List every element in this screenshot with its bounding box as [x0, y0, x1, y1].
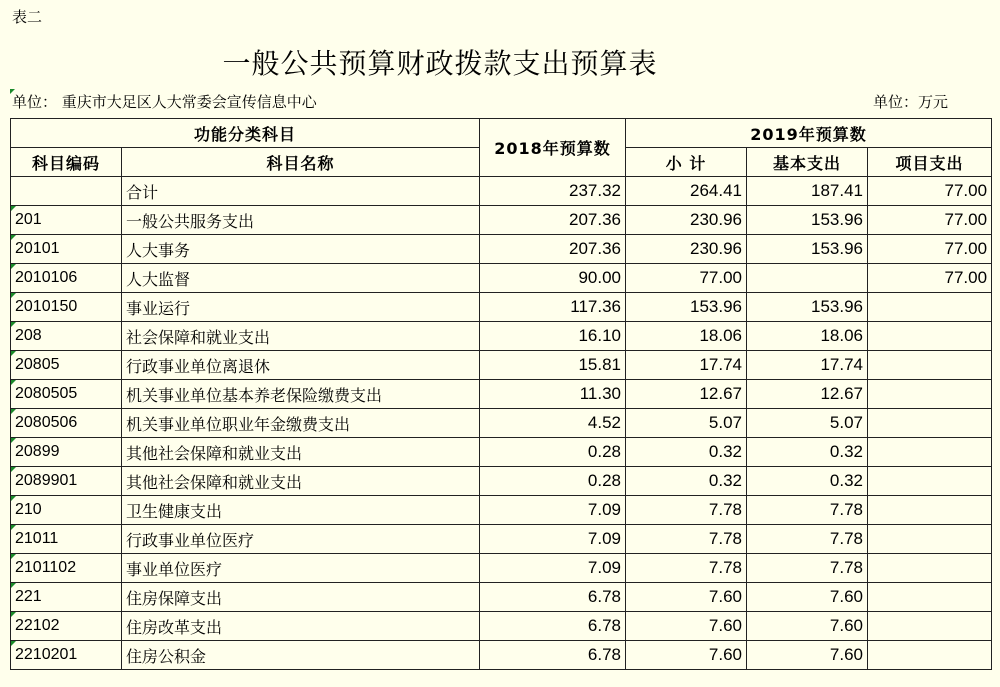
basic-expenditure-cell-text: 17.74 — [820, 355, 864, 374]
code-cell-text: 20899 — [15, 443, 60, 460]
basic-expenditure-cell — [747, 496, 868, 525]
budget-2018-cell — [480, 583, 626, 612]
budget-2018-header: 2018年预算数 — [480, 119, 626, 177]
name-cell — [122, 496, 480, 525]
basic-expenditure-cell — [747, 641, 868, 670]
project-expenditure-cell — [868, 496, 992, 525]
project-expenditure-cell-text: 77.00 — [944, 268, 988, 287]
code-cell — [11, 380, 122, 409]
name-cell-text: 事业运行 — [126, 298, 191, 318]
code-cell-text: 2101102 — [15, 559, 77, 576]
table-row — [11, 641, 992, 670]
basic-expenditure-cell — [747, 380, 868, 409]
code-cell-text: 2210201 — [15, 646, 78, 663]
name-cell-text: 行政事业单位医疗 — [126, 530, 255, 550]
project-expenditure-cell — [868, 641, 992, 670]
code-cell-text: 208 — [15, 327, 42, 344]
basic-expenditure-cell-text: 5.07 — [829, 413, 864, 432]
code-cell-text: 2010150 — [15, 298, 78, 315]
code-cell-text: 221 — [15, 588, 42, 605]
code-cell-text: 2080505 — [15, 385, 78, 402]
name-cell — [122, 554, 480, 583]
code-cell — [11, 409, 122, 438]
subtotal-cell-text: 7.78 — [708, 500, 743, 519]
name-cell — [122, 206, 480, 235]
basic-expenditure-cell — [747, 409, 868, 438]
code-cell-text: 20101 — [15, 240, 60, 257]
code-cell — [11, 467, 122, 496]
page-title: 一般公共预算财政拨款支出预算表 — [222, 47, 658, 80]
project-expenditure-cell — [868, 525, 992, 554]
budget-2018-cell — [480, 206, 626, 235]
project-expenditure-cell — [868, 380, 992, 409]
project-expenditure-cell — [868, 264, 992, 293]
subtotal-cell — [626, 380, 747, 409]
name-cell — [122, 583, 480, 612]
name-cell-text: 事业单位医疗 — [126, 559, 223, 579]
name-cell — [122, 641, 480, 670]
subtotal-cell-text: 230.96 — [690, 239, 743, 258]
cell-comment-marker — [11, 525, 16, 530]
unit-currency-label: 单位：万元 — [873, 93, 949, 111]
project-expenditure-cell-text: 77.00 — [944, 210, 988, 229]
budget-2018-cell — [480, 235, 626, 264]
budget-2018-cell-text: 237.32 — [569, 181, 622, 200]
basic-expenditure-cell-text: 7.60 — [829, 587, 864, 606]
code-cell-text: 201 — [15, 211, 42, 228]
subtotal-cell — [626, 293, 747, 322]
code-cell — [11, 322, 122, 351]
basic-expenditure-cell-text: 18.06 — [820, 326, 864, 345]
basic-expenditure-cell-text: 153.96 — [811, 210, 864, 229]
project-expenditure-cell — [868, 583, 992, 612]
table-row — [11, 177, 992, 206]
table-row — [11, 351, 992, 380]
cell-comment-marker — [11, 264, 16, 269]
budget-2018-cell-text: 0.28 — [587, 442, 622, 461]
budget-2018-cell — [480, 467, 626, 496]
name-cell-text: 合计 — [126, 182, 159, 202]
basic-expenditure-cell-text: 0.32 — [829, 471, 864, 490]
budget-2018-cell — [480, 612, 626, 641]
project-expenditure-cell — [868, 206, 992, 235]
subtotal-cell-text: 7.60 — [708, 587, 743, 606]
table-row — [11, 467, 992, 496]
basic-expenditure-cell — [747, 206, 868, 235]
subtotal-cell — [626, 322, 747, 351]
subtotal-cell-text: 12.67 — [699, 384, 743, 403]
code-cell — [11, 235, 122, 264]
subtotal-cell-text: 7.78 — [708, 558, 743, 577]
name-cell-text: 人大监督 — [126, 269, 191, 289]
table-row — [11, 409, 992, 438]
name-cell-text: 一般公共服务支出 — [126, 211, 255, 231]
name-cell-text: 住房改革支出 — [126, 617, 223, 637]
code-cell — [11, 177, 122, 206]
subtotal-cell — [626, 583, 747, 612]
basic-expenditure-cell — [747, 554, 868, 583]
header-row-top — [11, 119, 992, 148]
project-expenditure-cell — [868, 554, 992, 583]
project-expenditure-cell — [868, 351, 992, 380]
budget-2018-cell-text: 117.36 — [570, 297, 622, 316]
name-cell-text: 机关事业单位基本养老保险缴费支出 — [126, 385, 383, 405]
name-cell-text: 住房保障支出 — [126, 588, 223, 608]
code-cell — [11, 641, 122, 670]
subtotal-cell — [626, 641, 747, 670]
subtotal-cell — [626, 177, 747, 206]
budget-2018-cell-text: 7.09 — [587, 500, 622, 519]
code-cell — [11, 496, 122, 525]
code-cell-text: 21011 — [15, 530, 59, 547]
cell-comment-marker — [11, 380, 16, 385]
budget-2018-cell — [480, 264, 626, 293]
name-cell — [122, 322, 480, 351]
basic-expenditure-cell — [747, 612, 868, 641]
basic-expenditure-cell — [747, 264, 868, 293]
subtotal-cell-text: 17.74 — [699, 355, 743, 374]
cell-comment-marker — [11, 612, 16, 617]
subtotal-cell-text: 230.96 — [690, 210, 743, 229]
basic-expenditure-cell-text: 7.60 — [829, 645, 864, 664]
code-cell — [11, 293, 122, 322]
table-row — [11, 264, 992, 293]
budget-2019-header: 2019年预算数 — [626, 119, 992, 148]
cell-comment-marker — [11, 293, 16, 298]
budget-2018-cell — [480, 380, 626, 409]
name-header: 科目名称 — [122, 148, 480, 177]
budget-2018-cell-text: 6.78 — [587, 587, 622, 606]
basic-expenditure-cell — [747, 583, 868, 612]
subtotal-cell-text: 0.32 — [708, 442, 743, 461]
cell-comment-marker — [11, 496, 16, 501]
budget-2018-cell — [480, 322, 626, 351]
subtotal-cell — [626, 554, 747, 583]
basic-expenditure-cell-text: 187.41 — [811, 181, 864, 200]
project-expenditure-cell — [868, 177, 992, 206]
name-cell — [122, 467, 480, 496]
project-expenditure-cell-text: 77.00 — [944, 239, 988, 258]
budget-2018-cell — [480, 177, 626, 206]
cell-comment-marker — [11, 351, 16, 356]
table-row — [11, 206, 992, 235]
table-row — [11, 612, 992, 641]
cell-comment-marker — [11, 235, 16, 240]
budget-2018-cell-text: 90.00 — [578, 268, 622, 287]
project-expenditure-cell — [868, 409, 992, 438]
subtotal-cell — [626, 409, 747, 438]
name-cell — [122, 235, 480, 264]
subtotal-cell — [626, 496, 747, 525]
subtotal-cell — [626, 264, 747, 293]
basic-expenditure-cell-text: 7.78 — [829, 500, 864, 519]
basic-expenditure-cell — [747, 235, 868, 264]
basic-expenditure-cell — [747, 177, 868, 206]
table-number-label: 表二 — [12, 8, 43, 26]
table-row — [11, 322, 992, 351]
cell-comment-marker — [11, 322, 16, 327]
subtotal-cell-text: 77.00 — [699, 268, 743, 287]
code-cell — [11, 438, 122, 467]
subtotal-cell-text: 264.41 — [690, 181, 743, 200]
budget-2018-cell — [480, 641, 626, 670]
name-cell-text: 行政事业单位离退休 — [126, 356, 271, 376]
basic-expenditure-cell — [747, 438, 868, 467]
subtotal-cell — [626, 525, 747, 554]
budget-2018-cell-text: 7.09 — [587, 558, 622, 577]
name-cell — [122, 351, 480, 380]
subtotal-cell — [626, 467, 747, 496]
budget-2018-cell-text: 7.09 — [587, 529, 622, 548]
budget-2018-cell-text: 6.78 — [587, 616, 622, 635]
basic-expenditure-cell — [747, 525, 868, 554]
project-expenditure-cell — [868, 467, 992, 496]
cell-comment-marker — [11, 467, 16, 472]
code-cell-text: 2080506 — [15, 414, 78, 431]
budget-2018-cell — [480, 351, 626, 380]
code-cell — [11, 554, 122, 583]
budget-2018-cell — [480, 525, 626, 554]
name-cell — [122, 380, 480, 409]
cell-comment-marker — [11, 554, 16, 559]
subtotal-header: 小 计 — [626, 148, 747, 177]
budget-2018-cell — [480, 293, 626, 322]
subtotal-cell — [626, 351, 747, 380]
code-cell-text: 2089901 — [15, 472, 78, 489]
code-cell — [11, 612, 122, 641]
name-cell — [122, 293, 480, 322]
basic-expenditure-cell — [747, 293, 868, 322]
name-cell-text: 机关事业单位职业年金缴费支出 — [126, 414, 351, 434]
basic-expenditure-cell-text: 153.96 — [811, 239, 864, 258]
basic-expenditure-cell-text: 7.60 — [829, 616, 864, 635]
code-cell-text: 210 — [15, 501, 42, 518]
basic-expenditure-cell-text: 7.78 — [829, 558, 864, 577]
table-row — [11, 438, 992, 467]
subtotal-cell-text: 18.06 — [699, 326, 743, 345]
budget-table — [10, 118, 992, 670]
cell-comment-marker — [11, 583, 16, 588]
name-cell — [122, 525, 480, 554]
table-row — [11, 235, 992, 264]
budget-2018-cell — [480, 438, 626, 467]
project-expenditure-cell — [868, 438, 992, 467]
basic-expenditure-cell-text: 0.32 — [829, 442, 864, 461]
code-cell-text: 2010106 — [15, 269, 78, 286]
basic-expenditure-cell-text: 153.96 — [811, 297, 864, 316]
name-cell — [122, 409, 480, 438]
code-cell — [11, 583, 122, 612]
subtotal-cell-text: 7.60 — [708, 616, 743, 635]
cell-comment-marker — [11, 438, 16, 443]
name-cell-text: 住房公积金 — [126, 646, 207, 666]
basic-expenditure-header: 基本支出 — [747, 148, 868, 177]
cell-comment-marker — [11, 409, 16, 414]
cell-comment-marker — [11, 641, 16, 646]
subtotal-cell — [626, 612, 747, 641]
table-row — [11, 380, 992, 409]
unit-organization-label: 单位： 重庆市大足区人大常委会宣传信息中心 — [12, 93, 317, 111]
basic-expenditure-cell — [747, 351, 868, 380]
code-cell — [11, 525, 122, 554]
subtotal-cell-text: 153.96 — [690, 297, 743, 316]
table-row — [11, 496, 992, 525]
budget-2018-cell-text: 0.28 — [587, 471, 622, 490]
table-row — [11, 293, 992, 322]
basic-expenditure-cell-text: 7.78 — [829, 529, 864, 548]
code-cell — [11, 351, 122, 380]
cell-comment-marker — [11, 206, 16, 211]
budget-2018-cell — [480, 496, 626, 525]
name-cell — [122, 264, 480, 293]
subtotal-cell — [626, 438, 747, 467]
code-cell-text: 20805 — [15, 356, 60, 373]
project-expenditure-cell-text: 77.00 — [944, 181, 988, 200]
name-cell-text: 卫生健康支出 — [126, 501, 223, 521]
project-expenditure-cell — [868, 293, 992, 322]
subtotal-cell-text: 7.60 — [708, 645, 743, 664]
project-expenditure-header: 项目支出 — [868, 148, 992, 177]
table-row — [11, 525, 992, 554]
code-header: 科目编码 — [11, 148, 122, 177]
subtotal-cell-text: 0.32 — [708, 471, 743, 490]
code-cell — [11, 264, 122, 293]
subtotal-cell-text: 7.78 — [708, 529, 743, 548]
name-cell-text: 社会保障和就业支出 — [126, 327, 271, 347]
subtotal-cell — [626, 206, 747, 235]
project-expenditure-cell — [868, 612, 992, 641]
table-row — [11, 554, 992, 583]
code-cell-text: 22102 — [15, 617, 60, 634]
budget-2018-cell-text: 16.10 — [578, 326, 622, 345]
functional-category-header: 功能分类科目 — [11, 119, 480, 148]
subtotal-cell — [626, 235, 747, 264]
subtotal-cell-text: 5.07 — [708, 413, 743, 432]
name-cell — [122, 438, 480, 467]
basic-expenditure-cell — [747, 467, 868, 496]
name-cell — [122, 612, 480, 641]
budget-2018-cell — [480, 554, 626, 583]
budget-2018-cell-text: 207.36 — [569, 210, 622, 229]
budget-2018-cell — [480, 409, 626, 438]
name-cell — [122, 177, 480, 206]
basic-expenditure-cell-text: 12.67 — [820, 384, 864, 403]
budget-2018-cell-text: 4.52 — [587, 413, 622, 432]
project-expenditure-cell — [868, 235, 992, 264]
project-expenditure-cell — [868, 322, 992, 351]
basic-expenditure-cell — [747, 322, 868, 351]
budget-2018-cell-text: 15.81 — [578, 355, 622, 374]
budget-2018-cell-text: 11.30 — [579, 384, 622, 403]
code-cell — [11, 206, 122, 235]
budget-2018-cell-text: 6.78 — [587, 645, 622, 664]
budget-2018-cell-text: 207.36 — [569, 239, 622, 258]
name-cell-text: 其他社会保障和就业支出 — [126, 443, 303, 463]
table-row — [11, 583, 992, 612]
name-cell-text: 其他社会保障和就业支出 — [126, 472, 303, 492]
name-cell-text: 人大事务 — [126, 240, 191, 260]
